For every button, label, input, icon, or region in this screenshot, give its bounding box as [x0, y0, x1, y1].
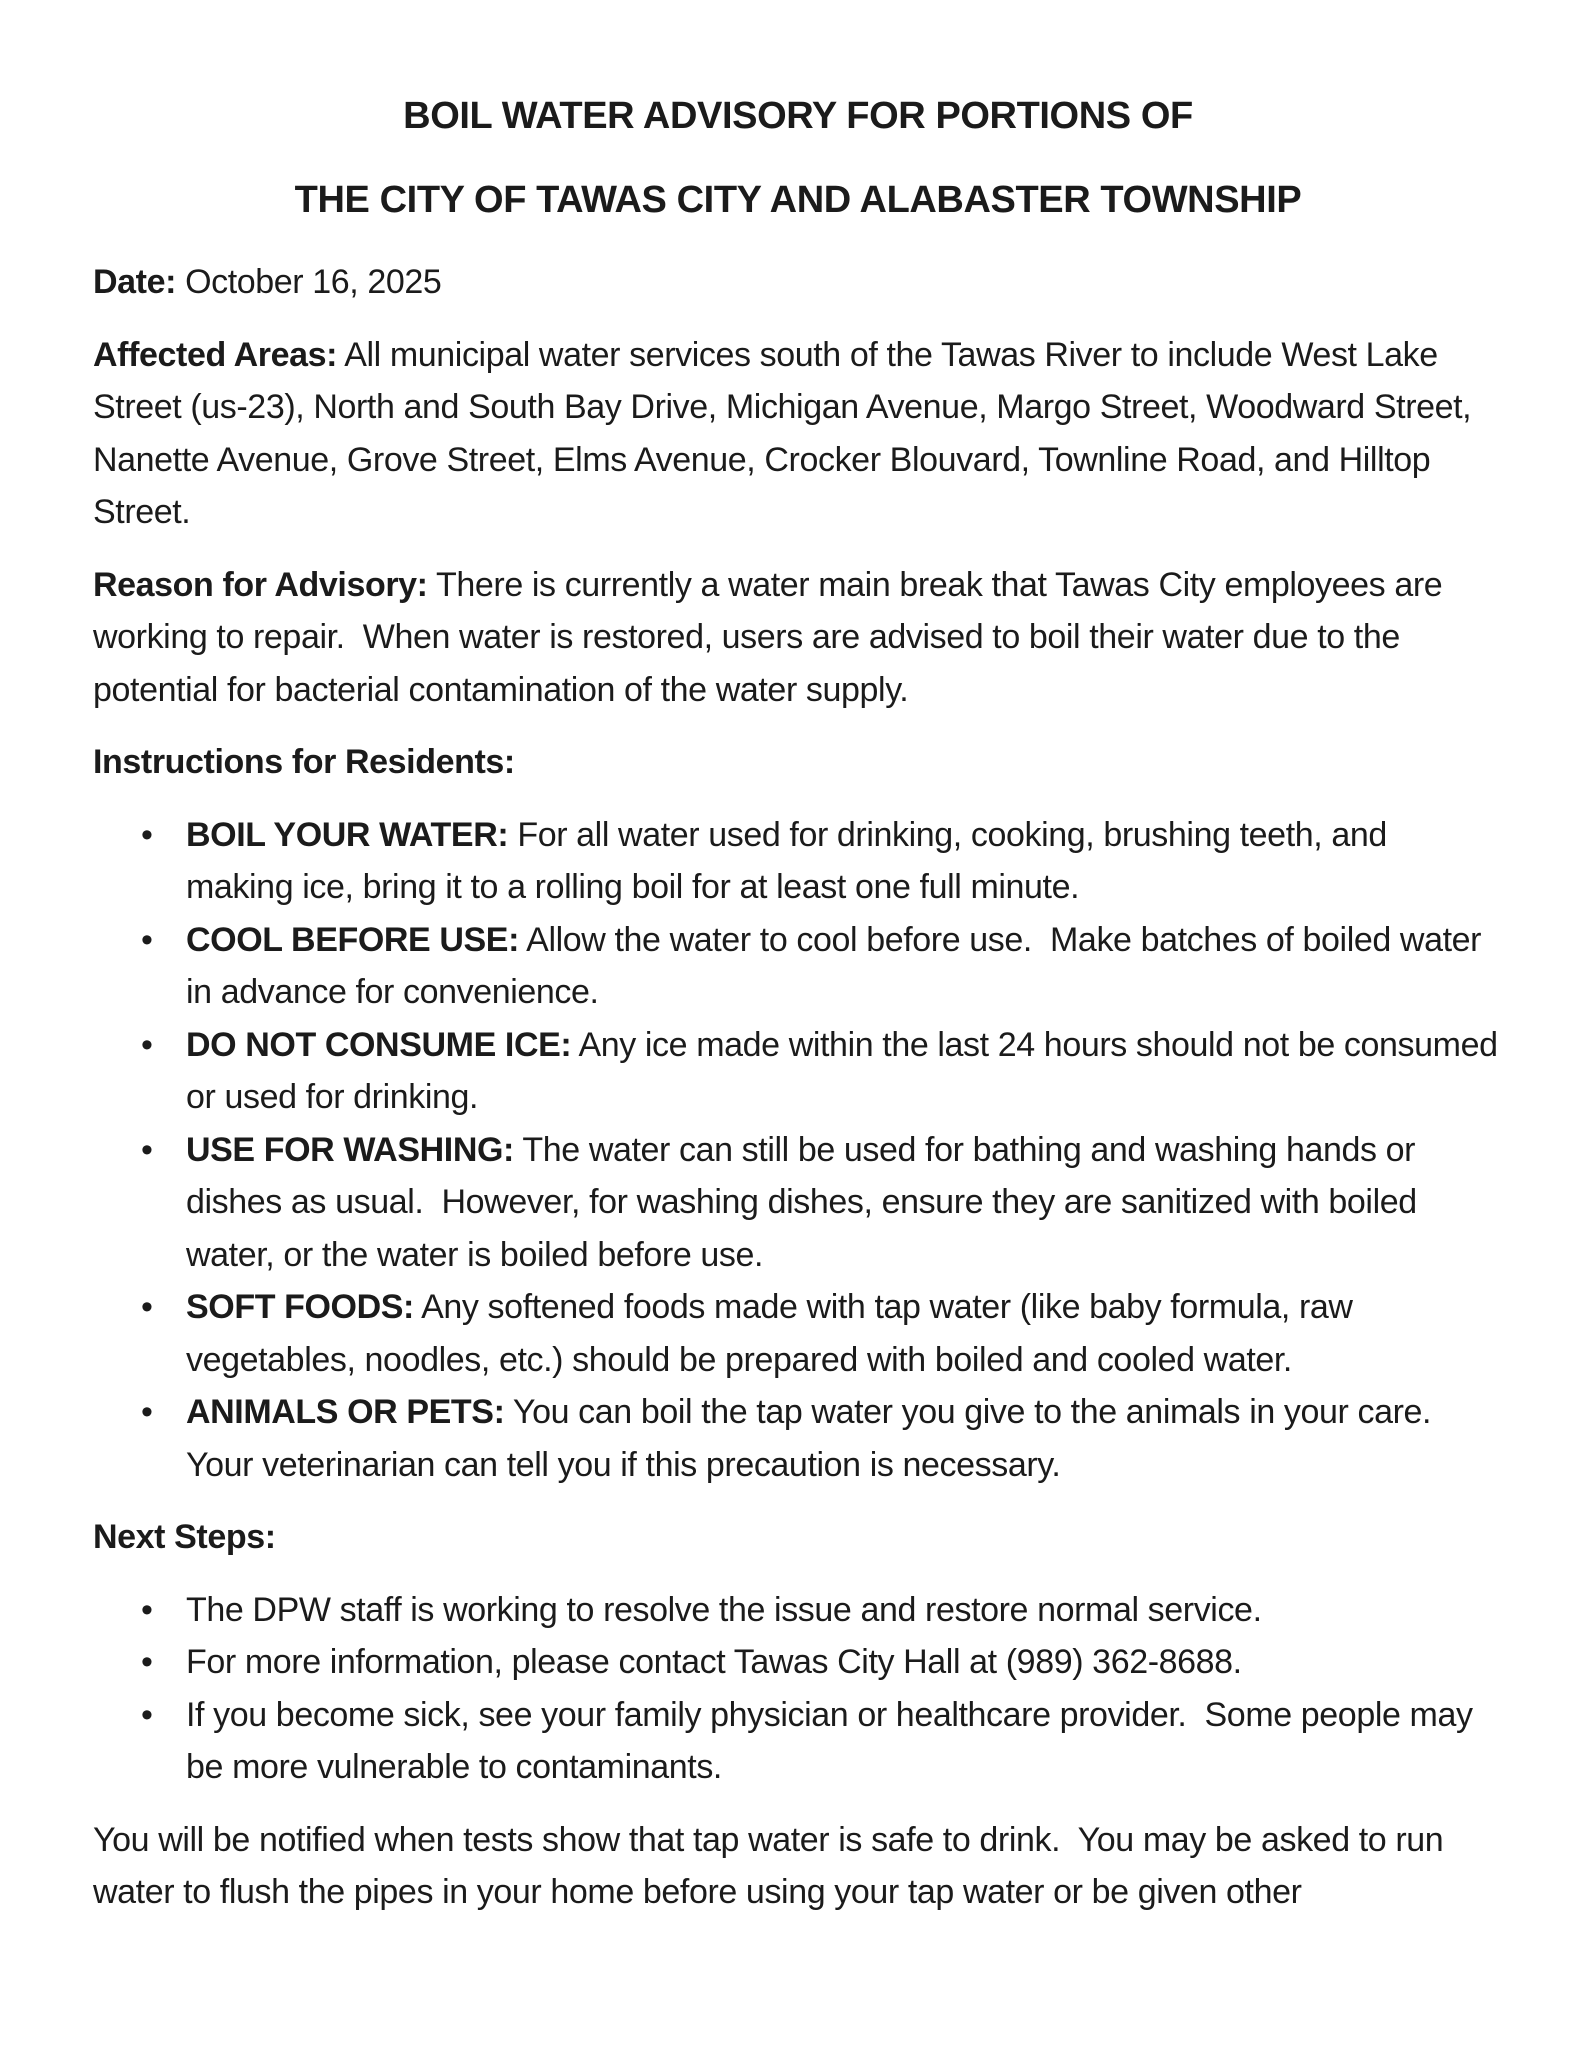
- list-item-animals-or-pets: [93, 1386, 1503, 1491]
- bullet-text: The DPW staff is working to resolve the issue and restore normal service.: [186, 1590, 1262, 1629]
- next-steps-heading: Next Steps:: [93, 1518, 276, 1556]
- list-item-cool-before-use: [93, 914, 1503, 1019]
- bullet-label: DO NOT CONSUME ICE:: [186, 1025, 572, 1064]
- date-paragraph: [93, 256, 1503, 309]
- reason-label: Reason for Advisory:: [93, 565, 428, 604]
- list-item-soft-foods: [93, 1281, 1503, 1386]
- affected-areas-text: All municipal water services south of the Tawas River to include West Lake Street (us-23), North and South Bay Drive, Michigan Avenue, Margo Street, Woodward Street, Nanette Avenue, Grove Street, Elms Avenue, Crocker Blouvard, Townline Road, and Hilltop Street.: [93, 335, 1481, 531]
- bullet-label: COOL BEFORE USE:: [186, 920, 520, 959]
- closing-paragraph: You will be notified when tests show that tap water is safe to drink. You may be asked to run water to flush the pipes in your home before using your tap water or be given other: [93, 1820, 1453, 1911]
- document-title-line1: BOIL WATER ADVISORY FOR PORTIONS OF: [403, 95, 1193, 137]
- bullet-label: USE FOR WASHING:: [186, 1130, 514, 1169]
- affected-areas-label: Affected Areas:: [93, 335, 338, 374]
- affected-areas-paragraph: [93, 329, 1503, 539]
- bullet-text: For more information, please contact Tawas City Hall at (989) 362-8688.: [186, 1643, 1242, 1681]
- bullet-text: Any softened foods made with tap water (like baby formula, raw vegetables, noodles, etc.) should be prepared with boiled and cooled water.: [186, 1288, 1362, 1379]
- instructions-heading: Instructions for Residents:: [93, 743, 515, 781]
- bullet-text: The water can still be used for bathing and washing hands or dishes as usual. However, for washing dishes, ensure they are sanitized with boiled water, or the water is boiled before use.: [186, 1130, 1426, 1274]
- bullet-label: SOFT FOODS:: [186, 1288, 414, 1326]
- bullet-label: ANIMALS OR PETS:: [186, 1393, 505, 1431]
- list-item-use-for-washing: [93, 1124, 1503, 1282]
- date-value: October 16, 2025: [176, 263, 442, 301]
- list-item-if-sick: [93, 1689, 1503, 1794]
- list-item-do-not-consume-ice: [93, 1019, 1507, 1124]
- bullet-text: If you become sick, see your family physician or healthcare provider. Some people may be more vulnerable to contaminants.: [186, 1695, 1482, 1786]
- list-item-boil-your-water: [93, 809, 1503, 914]
- list-item-dpw-staff: [93, 1584, 1503, 1637]
- document-title-line2: THE CITY OF TAWAS CITY AND ALABASTER TOWNSHIP: [294, 179, 1302, 221]
- bullet-text: For all water used for drinking, cooking, brushing teeth, and making ice, bring it to a rolling boil for at least one full minute.: [186, 815, 1396, 906]
- bullet-text: You can boil the tap water you give to the animals in your care. Your veterinarian can tell you if this precaution is necessary.: [186, 1393, 1449, 1484]
- bullet-label: BOIL YOUR WATER:: [186, 815, 509, 854]
- reason-paragraph: [93, 559, 1503, 717]
- reason-text: There is currently a water main break that Tawas City employees are working to repair. When water is restored, users are advised to boil their water due to the potential for bacterial contamination of the water supply.: [93, 565, 1452, 709]
- bullet-text: Allow the water to cool before use. Make batches of boiled water in advance for convenience.: [186, 920, 1491, 1011]
- instructions-list: [93, 809, 1507, 1492]
- date-label: Date:: [93, 263, 177, 301]
- next-steps-list: [93, 1584, 1503, 1794]
- bullet-text: Any ice made within the last 24 hours should not be consumed or used for drinking.: [186, 1025, 1507, 1116]
- list-item-more-information: [93, 1636, 1503, 1689]
